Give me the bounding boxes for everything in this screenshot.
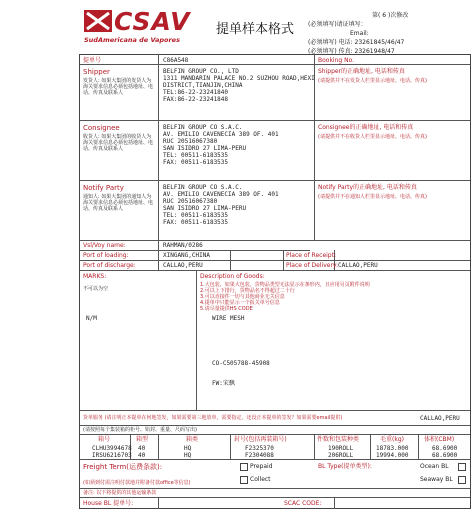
notify-right-note: (请提供并不在通知人栏里显示地址、电话、传真)	[318, 194, 427, 200]
vessel-label: Vsl/Voy name:	[83, 242, 126, 249]
freight-note-2: 备注: 以下将提供的其他运输条款	[83, 490, 157, 496]
shipper-note: 发货人: 如果大集团的发货人为海关要求信息必须包括地址、电话、传真及联系人	[83, 78, 154, 96]
desc-rule: 3.可以直接件一切与其他商业无关信息	[200, 294, 285, 300]
shipper-label: Shipper	[83, 68, 110, 76]
col-header-packages: 件数和包装种类	[317, 436, 360, 443]
notify-right-label: Notify Party的正确地址, 电话和传真	[318, 184, 417, 191]
pod-label: Port of discharge:	[83, 262, 136, 269]
notify-line: TEL: 00511-6183535	[163, 212, 229, 219]
shipper-line: TEL:86-22-23241840	[163, 89, 229, 96]
notify-line: AV. EMILIO CAVENECIA 389 OF. 401	[163, 191, 279, 198]
ocean-bl-label: Ocean BL	[420, 463, 449, 470]
marks-label: MARKS:	[83, 273, 107, 280]
seaway-bl-checkbox[interactable]	[458, 476, 466, 484]
fax-label: (必须填写) 传真: 23261948/47	[308, 48, 395, 55]
cell-type: HQ	[184, 445, 192, 452]
tel-label: (必须填写) 电话: 23261845/46/47	[308, 39, 405, 46]
cell-container: CLHU3994678	[92, 445, 132, 452]
marks-note: 不可以为空	[83, 286, 109, 292]
logo-subtitle: SudAmericana de Vapores	[84, 36, 180, 44]
pol-value[interactable]: XINGANG,CHINA	[163, 252, 210, 259]
cell-volume: 68.6900	[432, 452, 458, 459]
cell-packages: 206ROLL	[328, 452, 354, 459]
cell-container: IRSU6216703	[92, 452, 132, 459]
cell-type: HQ	[184, 452, 192, 459]
desc-rule: 2.可以上下排行，货物品名不得超过二十行	[200, 288, 295, 294]
consignee-line: TEL: 00511-6183535	[163, 152, 229, 159]
freight-term-label: Freight Term(运费条款):	[83, 463, 163, 471]
col-header-weight: 毛重(kg)	[380, 436, 404, 443]
cell-weight: 18783.000	[376, 445, 409, 452]
shipper-address[interactable]	[163, 68, 315, 103]
consignee-note: 收货人: 如果大集团的收货人为海关要求信息必须包括地址、电话、传真及联系人	[83, 134, 154, 152]
freight-note-1: (如须到付需注明付款地并附备付款office等信息)	[83, 480, 191, 486]
cell-packages: 190ROLL	[328, 445, 354, 452]
marks-value[interactable]: N/M	[86, 315, 97, 322]
prepaid-label: Prepaid	[250, 463, 273, 470]
csav-logo	[84, 7, 202, 48]
por-label: Place of Receipt:	[286, 252, 336, 259]
pdel-value[interactable]: CALLAO,PERU	[338, 262, 378, 269]
consignee-right-note: (请提供并不在收货人栏里显示地址、电话、传真)	[318, 134, 427, 140]
ocean-bl-checkbox[interactable]	[458, 463, 466, 471]
shipper-right-label: Shipper的正确地址, 电话和传真	[318, 68, 405, 75]
cell-size: 40	[138, 452, 146, 459]
consignee-right-label: Consignee的正确地址, 电话和传真	[318, 124, 414, 131]
consignee-address[interactable]	[163, 124, 279, 166]
reference-value[interactable]: CO-C505788-45908	[212, 360, 270, 367]
col-header-type: 箱类	[186, 436, 199, 443]
container-note: (请按照每个集装箱的柜号、铅封、重量、尺码写出)	[83, 427, 197, 433]
col-header-size: 箱型	[136, 436, 149, 443]
scac-code-label: SCAC CODE:	[284, 500, 322, 507]
desc-label: Description of Goods:	[200, 273, 265, 280]
consignee-line: SAN ISIDRO 27 LIMA-PERU	[163, 145, 247, 152]
cell-seal: F2304088	[245, 452, 274, 459]
logo-mark-icon	[84, 10, 112, 32]
bl-no-value[interactable]: C86A548	[163, 57, 189, 64]
notify-label: Notify Party	[83, 184, 124, 192]
desc-rule: 1.大包装，如果大包装，货物品类型无法显示在条形内，且应用另页附件说明	[200, 282, 370, 288]
house-bl-label: House BL 提单号:	[83, 500, 134, 507]
email-label: Email:	[350, 30, 369, 37]
revision-note: 第( 6 )次修改	[372, 12, 409, 19]
logo-text: CSAV	[114, 7, 191, 36]
shipper-line: DISTRICT,TIANJIN,CHINA	[163, 82, 243, 89]
cell-size: 40	[138, 445, 146, 452]
shipper-line: 1311 MANDARIN PALACE NO.2 SUZHOU ROAD,HEXI	[163, 75, 315, 82]
bl-no-label: 提单号	[83, 57, 102, 64]
col-header-seal: 封号(包括再装箱号)	[234, 436, 287, 443]
consignee-line: FAX: 00511-6183535	[163, 159, 229, 166]
consignee-line: RUC 20516067380	[163, 138, 218, 145]
notify-line: BELFIN GROUP CO S.A.C.	[163, 184, 243, 191]
col-header-volume: 体积(CBM)	[424, 436, 455, 443]
desc-rule: 5.请尽量提供HS CODE	[200, 306, 253, 312]
collect-label: Collect	[250, 476, 271, 483]
booking-no-label: Booking No.	[318, 57, 355, 64]
service-place[interactable]: CALLAO,PERU	[420, 415, 460, 422]
notify-line: RUC 20516067380	[163, 198, 218, 205]
consignee-line: BELFIN GROUP CO S.A.C.	[163, 124, 243, 131]
desc-value[interactable]: WIRE MESH	[212, 315, 245, 322]
consignee-line: AV. EMILIO CAVENECIA 389 OF. 401	[163, 131, 279, 138]
collect-checkbox[interactable]	[240, 476, 248, 484]
table-row[interactable]	[80, 445, 470, 451]
notify-address[interactable]	[163, 184, 279, 226]
shipper-right-note: (请提供并不在发货人栏里显示地址、电话、传真)	[318, 78, 427, 84]
col-header-container: 箱号	[98, 436, 111, 443]
shipper-line: BELFIN GROUP CO., LTD	[163, 68, 239, 75]
notify-note: 通知人: 如果大集团的通知人为海关要求信息必须包括地址、电话、传真及联系人	[83, 194, 154, 212]
vessel-value[interactable]: RAHMAN/0286	[163, 242, 203, 249]
pdel-label: Place of Delivery:	[286, 262, 339, 269]
pod-value[interactable]: CALLAO,PERU	[163, 262, 203, 269]
cell-seal: F2325370	[245, 445, 274, 452]
desc-rule: 4.提单中只能显示一个报关单号信息	[200, 300, 280, 306]
table-row[interactable]	[80, 452, 470, 458]
notify-line: SAN ISIDRO 27 LIMA-PERU	[163, 205, 247, 212]
shipper-line: FAX:86-22-23241848	[163, 96, 229, 103]
consignee-label: Consignee	[83, 124, 120, 132]
notify-line: FAX: 00511-6183535	[163, 219, 229, 226]
doc-title: 提单样本格式	[216, 22, 295, 37]
fw-value[interactable]: FW:宋飘	[212, 380, 235, 387]
desc-rules	[200, 282, 468, 312]
cell-weight: 19994.000	[376, 452, 409, 459]
bl-type-label: BL Type(提单类型):	[318, 463, 372, 470]
seaway-bl-label: Seaway BL	[420, 476, 453, 483]
fill-note: (必须填写)请证填写：	[308, 21, 367, 28]
service-note: 货单服务 (请注明正本提单在何地签发，如果需要第三地放单，需要指定，还没正本提单的签发？如果需要email提供)	[83, 415, 343, 421]
prepaid-checkbox[interactable]	[240, 463, 248, 471]
pol-label: Port of loading:	[83, 252, 129, 259]
cell-volume: 68.6900	[432, 445, 458, 452]
